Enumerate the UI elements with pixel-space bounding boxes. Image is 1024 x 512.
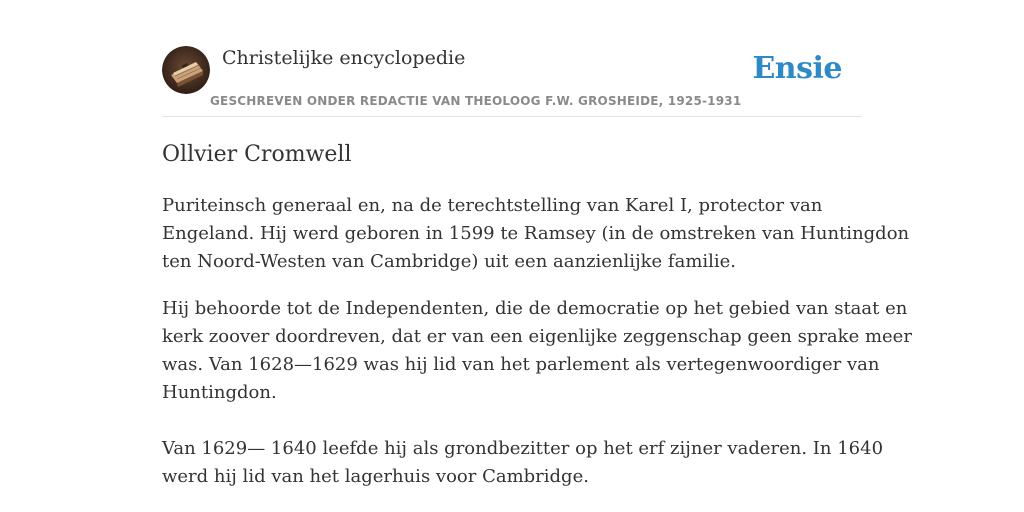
paragraph-line: Van 1629— 1640 leefde hij als grondbezitter op het erf zijner vaderen. In 1640	[162, 438, 884, 459]
paragraph-line: Engeland. Hij werd geboren in 1599 te Ramsey (in de omstreken van Huntingdon	[162, 223, 910, 244]
site-title[interactable]: Christelijke encyclopedie	[222, 47, 466, 69]
paragraph-line: kerk zoover doordreven, dat er van een eigenlijke zeggenschap geen sprake meer	[162, 326, 912, 347]
article-title: Ollvier Cromwell	[162, 142, 352, 167]
paragraph-line: werd hij lid van het lagerhuis voor Cambridge.	[162, 466, 589, 487]
paragraph-line: was. Van 1628—1629 was hij lid van het parlement als vertegenwoordiger van	[162, 354, 880, 375]
article-paragraph	[162, 435, 884, 491]
site-subtitle: GESCHREVEN ONDER REDACTIE VAN THEOLOOG F.W. GROSHEIDE, 1925-1931	[210, 94, 742, 108]
book-photo-icon	[162, 46, 210, 94]
paragraph-line: Huntingdon.	[162, 382, 277, 403]
brand-logo-link[interactable]: Ensie	[752, 51, 842, 86]
article-paragraph	[162, 192, 910, 276]
article-paragraph	[162, 295, 912, 407]
avatar[interactable]	[162, 46, 210, 94]
paragraph-line: Hij behoorde tot de Independenten, die de democratie op het gebied van staat en	[162, 298, 908, 319]
header	[162, 46, 862, 117]
paragraph-line: ten Noord-Westen van Cambridge) uit een aanzienlijke familie.	[162, 251, 737, 272]
paragraph-line: Puriteinsch generaal en, na de terechtstelling van Karel I, protector van	[162, 195, 823, 216]
article	[162, 140, 912, 491]
